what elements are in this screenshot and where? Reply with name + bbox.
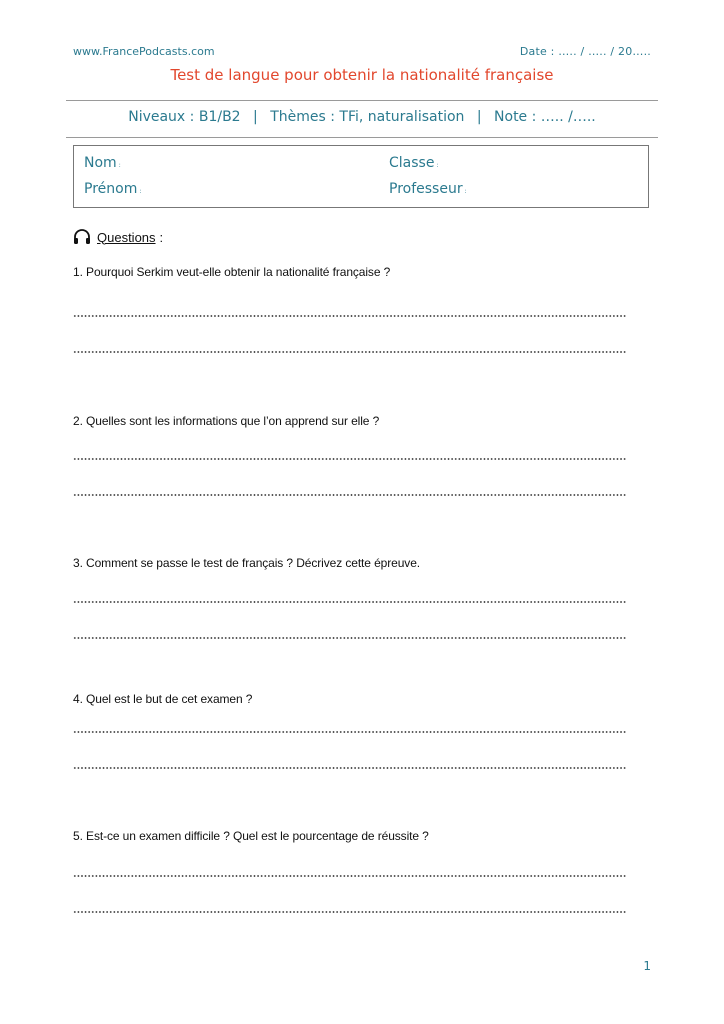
identity-box [73,145,649,208]
question-1: 1. Pourquoi Serkim veut-elle obtenir la nationalité française ? [73,265,391,279]
answer-line[interactable] [73,601,626,603]
answer-line[interactable] [73,731,626,733]
professeur-field [389,181,467,197]
nom-label: Nom [84,155,117,171]
date-field: Date : ….. / ….. / 20….. [519,45,651,58]
divider-top [66,100,658,101]
prenom-colon: : [139,188,142,195]
headphones-icon [73,229,91,245]
site-url: www.FrancePodcasts.com [73,45,215,58]
nom-field [84,155,121,171]
questions-header [73,229,163,245]
levels-text: Niveaux : B1/B2 [128,109,241,125]
answer-line[interactable] [73,315,626,317]
answer-line[interactable] [73,494,626,496]
answer-line[interactable] [73,767,626,769]
page-title: Test de langue pour obtenir la nationalité française [170,66,554,84]
questions-label: Questions [97,229,156,245]
separator: | [476,109,482,125]
page-number: 1 [643,959,651,973]
separator: | [253,109,258,125]
divider-bottom [66,137,658,138]
classe-label: Classe [389,155,435,171]
classe-field [389,155,438,171]
question-2: 2. Quelles sont les informations que l’on apprend sur elle ? [73,414,380,428]
prenom-field [84,181,141,197]
answer-line[interactable] [73,911,626,913]
answer-line[interactable] [73,875,626,877]
question-3: 3. Comment se passe le test de français ? Décrivez cette épreuve. [73,556,421,570]
professeur-label: Professeur [389,181,463,197]
answer-line[interactable] [73,637,626,639]
prenom-label: Prénom [84,181,138,197]
nom-colon: : [118,162,121,169]
meta-line [0,109,724,125]
answer-line[interactable] [73,351,626,353]
themes-text: Thèmes : TFi, naturalisation [270,109,465,125]
classe-colon: : [436,162,439,169]
answer-line[interactable] [73,458,626,460]
question-4: 4. Quel est le but de cet examen ? [73,692,253,706]
professeur-colon: : [464,188,467,195]
note-text: Note : ….. /….. [494,109,596,125]
question-5: 5. Est-ce un examen difficile ? Quel est le pourcentage de réussite ? [73,829,429,843]
questions-colon: : [159,229,164,245]
